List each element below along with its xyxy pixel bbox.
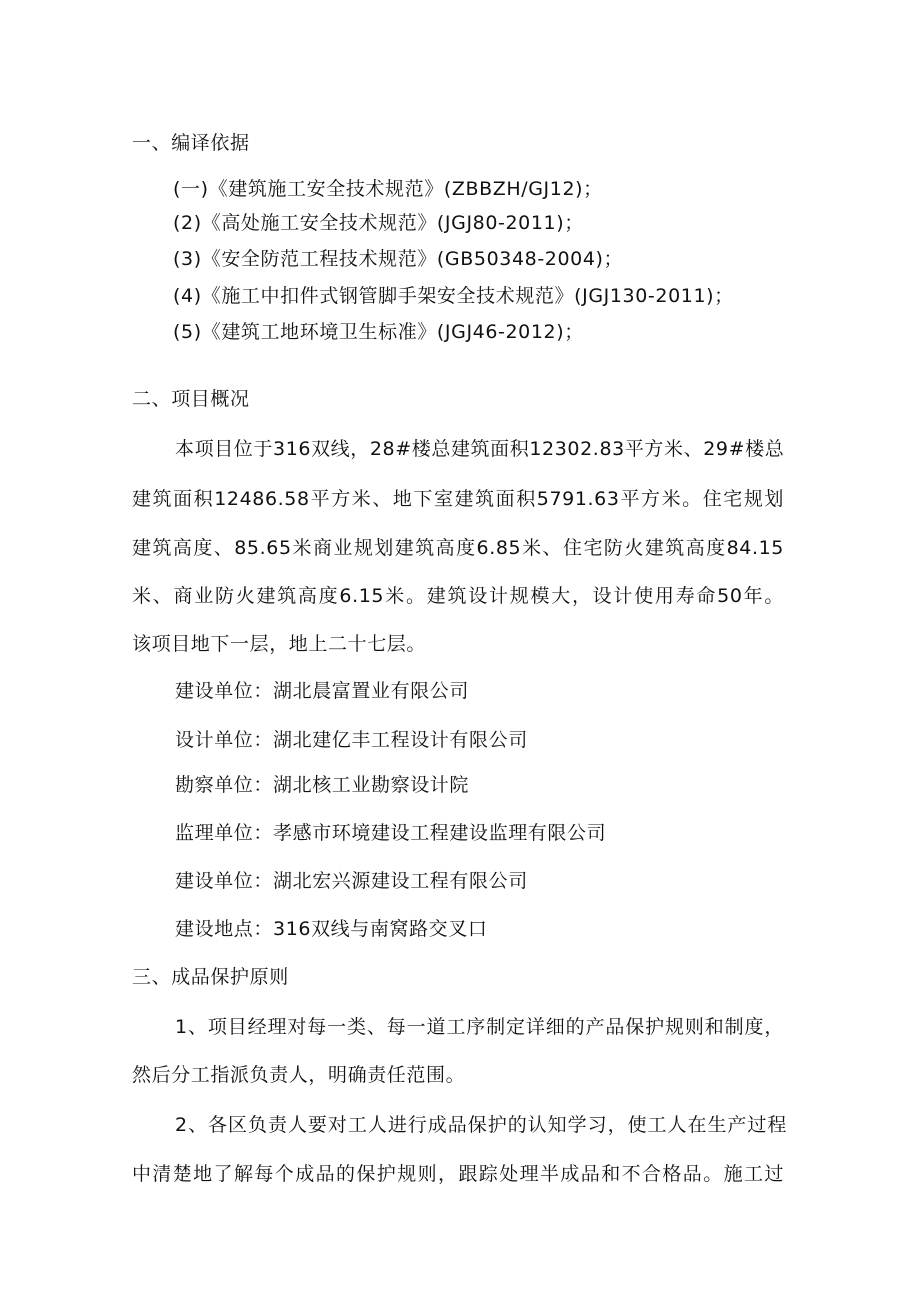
reference-item-2: (2)《高处施工安全技术规范》(JGJ80-2011)；	[173, 212, 584, 234]
principle-1-line-1: 1、项目经理对每一类、每一道工序制定详细的产品保护规则和制度，	[175, 1016, 784, 1038]
project-overview-line-1: 本项目位于316双线，28#楼总建筑面积12302.83平方米、29#楼总	[175, 438, 785, 460]
section-2-title: 二、项目概况	[132, 388, 250, 410]
unit-design: 设计单位：湖北建亿丰工程设计有限公司	[175, 729, 528, 751]
project-overview-line-3: 建筑高度、85.65米商业规划建筑高度6.85米、住宅防火建筑高度84.15	[132, 537, 784, 559]
unit-builder: 建设单位：湖北宏兴源建设工程有限公司	[175, 870, 528, 892]
reference-item-3: (3)《安全防范工程技术规范》(GB50348-2004)；	[173, 248, 624, 270]
section-1-title: 一、编译依据	[132, 132, 250, 154]
reference-item-1: (一)《建筑施工安全技术规范》(ZBBZH/GJ12)；	[173, 178, 603, 200]
project-overview-line-4: 米、商业防火建筑高度6.15米。建筑设计规模大，设计使用寿命50年。	[132, 585, 784, 607]
principle-2-line-1: 2、各区负责人要对工人进行成品保护的认知学习，使工人在生产过程	[175, 1114, 787, 1136]
unit-construction: 建设单位：湖北晨富置业有限公司	[175, 680, 470, 702]
reference-item-4: (4)《施工中扣件式钢管脚手架安全技术规范》(JGJ130-2011)；	[173, 285, 734, 307]
reference-item-5: (5)《建筑工地环境卫生标准》(JGJ46-2012)；	[173, 321, 584, 343]
unit-supervision: 监理单位：孝感市环境建设工程建设监理有限公司	[175, 822, 607, 844]
unit-survey: 勘察单位：湖北核工业勘察设计院	[175, 774, 470, 796]
principle-2-line-2: 中清楚地了解每个成品的保护规则，跟踪处理半成品和不合格品。施工过	[132, 1163, 784, 1185]
principle-1-line-2: 然后分工指派负责人，明确责任范围。	[132, 1064, 466, 1086]
section-3-title: 三、成品保护原则	[132, 966, 289, 988]
construction-location: 建设地点：316双线与南窝路交叉口	[175, 918, 488, 940]
project-overview-line-5: 该项目地下一层，地上二十七层。	[132, 633, 427, 655]
project-overview-line-2: 建筑面积12486.58平方米、地下室建筑面积5791.63平方米。住宅规划	[132, 488, 784, 510]
